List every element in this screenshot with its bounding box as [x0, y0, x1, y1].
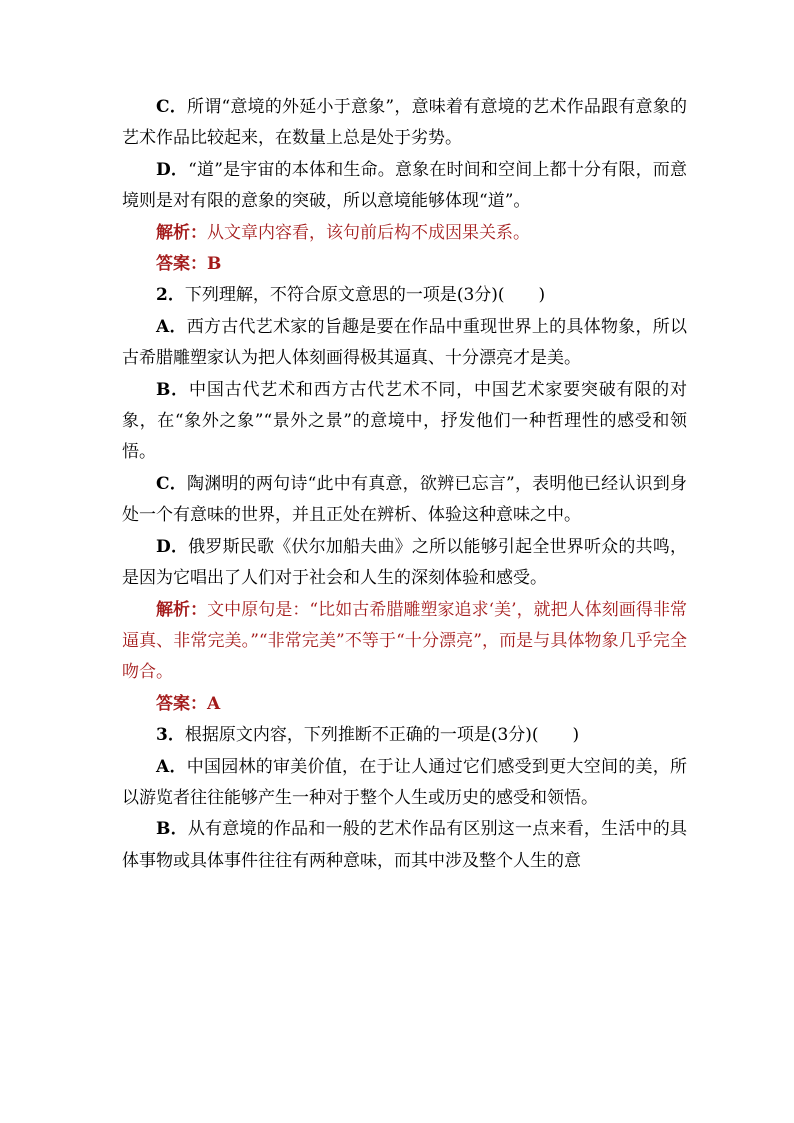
question-stem: 根据原文内容，下列推断不正确的一项是(3分)( ) — [184, 725, 580, 746]
q3-stem — [122, 720, 687, 751]
q1-analysis — [122, 218, 687, 249]
answer-label: 答案： — [156, 254, 207, 275]
q1-option-d — [122, 155, 687, 218]
option-text: 从有意境的作品和一般的艺术作品有区别这一点来看，生活中的具体事物或具体事件往往有两种意味，而其中涉及整个人生的意 — [122, 819, 687, 871]
option-text: 中国古代艺术和西方古代艺术不同，中国艺术家要突破有限的对象，在“象外之象”“景外之景”的意境中，抒发他们一种哲理性的感受和领悟。 — [122, 379, 687, 463]
q2-option-b — [122, 375, 687, 469]
option-text: 俄罗斯民歌《伏尔加船夫曲》之所以能够引起全世界听众的共鸣，是因为它唱出了人们对于社会和人生的深刻体验和感受。 — [122, 536, 688, 589]
option-letter: B． — [156, 379, 189, 400]
q2-option-a — [122, 312, 687, 375]
answer-value: A — [207, 693, 221, 714]
question-stem: 下列理解，不符合原文意思的一项是(3分)( ) — [184, 285, 546, 306]
analysis-label: 解析： — [156, 599, 208, 620]
option-letter: D． — [156, 536, 189, 557]
document-page — [122, 92, 687, 877]
option-letter: B． — [156, 819, 188, 840]
option-text: 陶渊明的两句诗“此中有真意，欲辨已忘言”，表明他已经认识到身处一个有意味的世界，并且正处在辨析、体验这种意味之中。 — [122, 473, 688, 526]
q1-option-c — [122, 92, 687, 155]
option-letter: C． — [156, 97, 187, 117]
q2-analysis — [122, 595, 687, 689]
analysis-text: 从文章内容看，该句前后构不成因果关系。 — [207, 222, 530, 243]
option-text: 西方古代艺术家的旨趣是要在作品中重现世界上的具体物象，所以古希腊雕塑家认为把人体刻画得极其逼真、十分漂亮才是美。 — [122, 316, 687, 369]
option-text: 中国园林的审美价值，在于让人通过它们感受到更大空间的美，所以游览者往往能够产生一种对于整个人生或历史的感受和领悟。 — [122, 756, 687, 808]
q1-answer — [122, 249, 687, 280]
option-letter: D． — [156, 159, 189, 180]
q2-option-d — [122, 532, 687, 595]
question-number: 3． — [156, 725, 185, 746]
option-letter: A． — [156, 316, 187, 337]
option-letter: A． — [156, 756, 187, 777]
q2-stem — [122, 280, 687, 311]
option-text: 所谓“意境的外延小于意象”，意味着有意境的艺术作品跟有意象的艺术作品比较起来，在数量上总是处于劣势。 — [122, 97, 688, 149]
analysis-label: 解析： — [156, 222, 207, 243]
q2-answer — [122, 689, 687, 720]
option-letter: C． — [156, 473, 187, 494]
q3-option-b — [122, 814, 687, 877]
analysis-text: 文中原句是：“比如古希腊雕塑家追求‘美’，就把人体刻画得非常逼真、非常完美。”“非常完美”不等于“十分漂亮”，而是与具体物象几乎完全吻合。 — [122, 599, 687, 683]
answer-label: 答案： — [156, 693, 207, 714]
q2-option-c — [122, 469, 687, 532]
q3-option-a — [122, 752, 687, 815]
option-text: “道”是宇宙的本体和生命。意象在时间和空间上都十分有限，而意境则是对有限的意象的突破，所以意境能够体现“道”。 — [122, 159, 687, 212]
answer-value: B — [207, 254, 222, 275]
question-number: 2． — [156, 285, 185, 306]
